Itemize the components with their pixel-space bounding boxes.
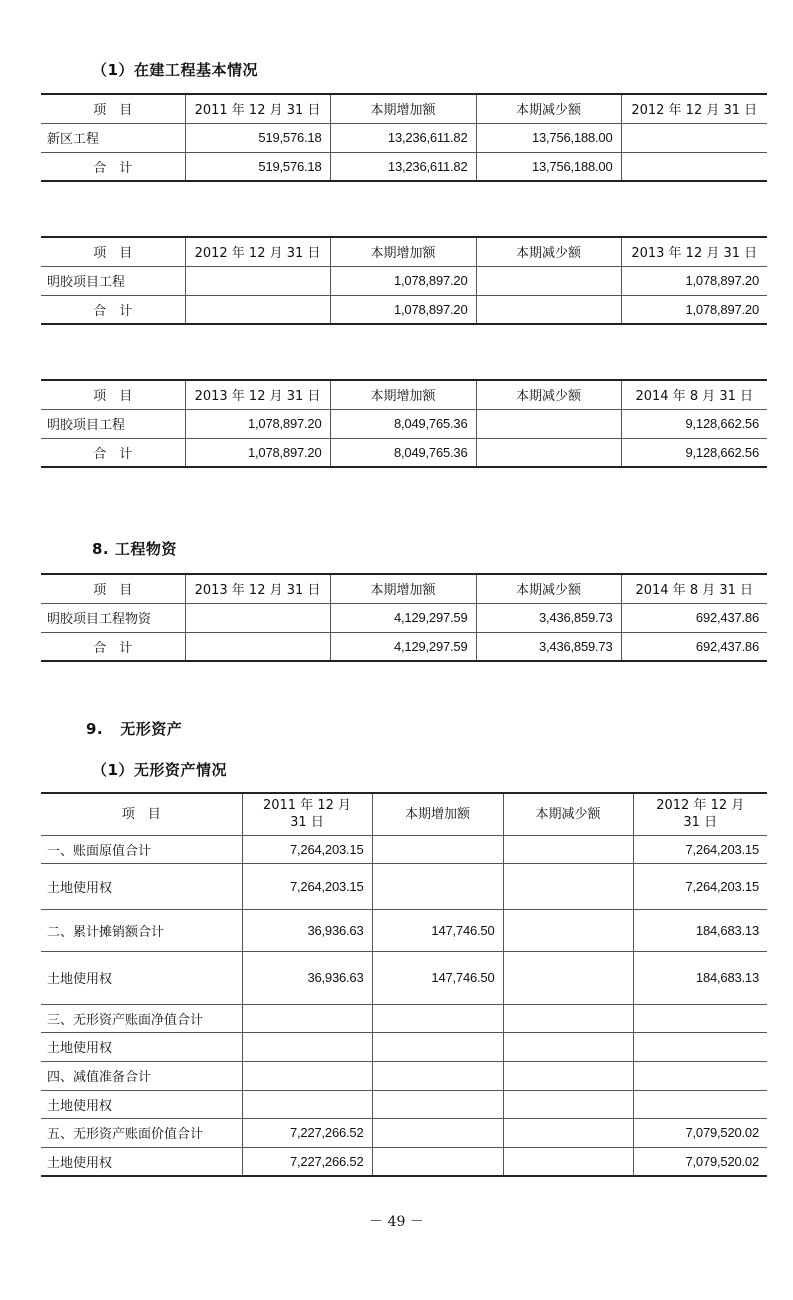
header-opening-date: 2012 年 12 月 31 日 xyxy=(185,237,330,266)
table-header-row xyxy=(41,574,767,603)
page-number: － 49 － xyxy=(369,1214,424,1230)
cell-value: 13,236,611.82 xyxy=(330,152,476,181)
section-heading-cip: （1）在建工程基本情况 xyxy=(92,61,258,79)
cell-value xyxy=(372,835,503,863)
cell-value xyxy=(503,951,633,1004)
header-decrease: 本期减少额 xyxy=(476,237,621,266)
header-decrease: 本期减少额 xyxy=(476,94,621,123)
subheading-intangible: （1）无形资产情况 xyxy=(92,761,227,779)
row-label: 合 计 xyxy=(41,295,185,324)
table-row xyxy=(41,1147,767,1176)
header-increase: 本期增加额 xyxy=(330,237,476,266)
row-label: 土地使用权 xyxy=(41,863,242,909)
row-label: 合 计 xyxy=(41,632,185,661)
header-closing-date: 2014 年 8 月 31 日 xyxy=(621,574,767,603)
cell-value xyxy=(185,295,330,324)
row-label: 合 计 xyxy=(41,152,185,181)
cell-value: 7,079,520.02 xyxy=(633,1118,767,1147)
cell-value: 1,078,897.20 xyxy=(621,266,767,295)
materials-table xyxy=(41,573,767,662)
cell-value: 8,049,765.36 xyxy=(330,409,476,438)
table-header-row xyxy=(41,793,767,835)
table-row xyxy=(41,909,767,951)
intangible-assets-table xyxy=(41,792,767,1177)
header-decrease: 本期减少额 xyxy=(503,793,633,835)
header-opening-date: 2013 年 12 月 31 日 xyxy=(185,380,330,409)
cell-value: 3,436,859.73 xyxy=(476,603,621,632)
cip-table-2012-2013 xyxy=(41,236,767,325)
section-heading-materials: 8. 工程物资 xyxy=(92,540,177,558)
header-increase: 本期增加额 xyxy=(330,574,476,603)
cell-value: 692,437.86 xyxy=(621,632,767,661)
cell-value xyxy=(503,863,633,909)
table-row-total xyxy=(41,295,767,324)
cell-value xyxy=(185,632,330,661)
row-label: 明胶项目工程 xyxy=(41,266,185,295)
header-increase: 本期增加额 xyxy=(372,793,503,835)
cell-value xyxy=(633,1004,767,1032)
header-decrease: 本期减少额 xyxy=(476,380,621,409)
cell-value: 9,128,662.56 xyxy=(621,409,767,438)
table-row xyxy=(41,409,767,438)
cell-value: 1,078,897.20 xyxy=(330,266,476,295)
cell-value: 8,049,765.36 xyxy=(330,438,476,467)
row-label: 土地使用权 xyxy=(41,1090,242,1118)
header-closing-date: 2014 年 8 月 31 日 xyxy=(621,380,767,409)
cell-value: 692,437.86 xyxy=(621,603,767,632)
table-row xyxy=(41,1004,767,1032)
table-row xyxy=(41,1032,767,1061)
table-row-total xyxy=(41,152,767,181)
header-opening-date: 2011 年 12 月 31 日 xyxy=(242,793,372,835)
header-opening-date: 2013 年 12 月 31 日 xyxy=(185,574,330,603)
cell-value: 184,683.13 xyxy=(633,951,767,1004)
row-label: 二、累计摊销额合计 xyxy=(41,909,242,951)
header-increase: 本期增加额 xyxy=(330,380,476,409)
row-label: 一、账面原值合计 xyxy=(41,835,242,863)
table-row xyxy=(41,603,767,632)
header-increase: 本期增加额 xyxy=(330,94,476,123)
cell-value xyxy=(633,1090,767,1118)
cip-table-2013-2014 xyxy=(41,379,767,468)
row-label: 四、减值准备合计 xyxy=(41,1061,242,1090)
cell-value: 7,227,266.52 xyxy=(242,1147,372,1176)
cell-value xyxy=(476,409,621,438)
cell-value xyxy=(372,1118,503,1147)
header-item: 项 目 xyxy=(93,246,133,262)
header-item: 项 目 xyxy=(121,806,161,822)
cell-value: 147,746.50 xyxy=(372,951,503,1004)
row-label: 明胶项目工程 xyxy=(41,409,185,438)
cell-value xyxy=(476,266,621,295)
cell-value xyxy=(372,1032,503,1061)
section-heading-intangible: 9. 无形资产 xyxy=(86,720,183,738)
cell-value xyxy=(242,1032,372,1061)
cell-value: 7,264,203.15 xyxy=(242,863,372,909)
cell-value: 7,264,203.15 xyxy=(242,835,372,863)
cell-value xyxy=(621,123,767,152)
cell-value xyxy=(503,1061,633,1090)
cell-value: 519,576.18 xyxy=(185,152,330,181)
cell-value: 1,078,897.20 xyxy=(185,438,330,467)
table-row xyxy=(41,835,767,863)
table-row xyxy=(41,863,767,909)
table-row-total xyxy=(41,438,767,467)
row-label: 三、无形资产账面净值合计 xyxy=(41,1004,242,1032)
cell-value: 13,756,188.00 xyxy=(476,152,621,181)
table-row xyxy=(41,951,767,1004)
table-row xyxy=(41,266,767,295)
header-opening-date: 2011 年 12 月 31 日 xyxy=(185,94,330,123)
header-closing-date: 2013 年 12 月 31 日 xyxy=(621,237,767,266)
cell-value: 7,264,203.15 xyxy=(633,835,767,863)
cell-value xyxy=(503,1147,633,1176)
header-item: 项 目 xyxy=(93,389,133,405)
cell-value: 13,756,188.00 xyxy=(476,123,621,152)
row-label: 土地使用权 xyxy=(41,1032,242,1061)
cell-value xyxy=(372,1004,503,1032)
header-item: 项 目 xyxy=(93,583,133,599)
cell-value xyxy=(372,1147,503,1176)
cell-value: 7,079,520.02 xyxy=(633,1147,767,1176)
header-closing-date: 2012 年 12 月 31 日 xyxy=(621,94,767,123)
cell-value xyxy=(372,863,503,909)
header-decrease: 本期减少额 xyxy=(476,574,621,603)
cell-value xyxy=(242,1061,372,1090)
row-label: 明胶项目工程物资 xyxy=(41,603,185,632)
cell-value: 3,436,859.73 xyxy=(476,632,621,661)
header-item: 项 目 xyxy=(93,103,133,119)
cell-value xyxy=(476,438,621,467)
cell-value xyxy=(242,1090,372,1118)
cell-value: 9,128,662.56 xyxy=(621,438,767,467)
row-label: 新区工程 xyxy=(41,123,185,152)
cell-value: 7,227,266.52 xyxy=(242,1118,372,1147)
cell-value xyxy=(185,603,330,632)
table-header-row xyxy=(41,237,767,266)
cell-value: 7,264,203.15 xyxy=(633,863,767,909)
table-row xyxy=(41,1061,767,1090)
cell-value: 13,236,611.82 xyxy=(330,123,476,152)
cell-value xyxy=(503,1004,633,1032)
cell-value xyxy=(503,1118,633,1147)
cell-value: 519,576.18 xyxy=(185,123,330,152)
header-closing-date: 2012 年 12 月 31 日 xyxy=(633,793,767,835)
cell-value: 4,129,297.59 xyxy=(330,603,476,632)
row-label: 五、无形资产账面价值合计 xyxy=(41,1118,242,1147)
cell-value: 1,078,897.20 xyxy=(621,295,767,324)
cell-value xyxy=(503,909,633,951)
cell-value xyxy=(633,1061,767,1090)
cell-value: 4,129,297.59 xyxy=(330,632,476,661)
cell-value xyxy=(242,1004,372,1032)
cell-value xyxy=(621,152,767,181)
table-header-row xyxy=(41,94,767,123)
cip-table-2011-2012 xyxy=(41,93,767,182)
cell-value xyxy=(633,1032,767,1061)
cell-value xyxy=(503,1090,633,1118)
cell-value: 184,683.13 xyxy=(633,909,767,951)
cell-value: 36,936.63 xyxy=(242,951,372,1004)
cell-value xyxy=(476,295,621,324)
row-label: 合 计 xyxy=(41,438,185,467)
cell-value xyxy=(185,266,330,295)
cell-value xyxy=(503,1032,633,1061)
table-row xyxy=(41,1090,767,1118)
table-row xyxy=(41,1118,767,1147)
cell-value xyxy=(372,1061,503,1090)
table-row-total xyxy=(41,632,767,661)
cell-value xyxy=(503,835,633,863)
row-label: 土地使用权 xyxy=(41,1147,242,1176)
cell-value: 147,746.50 xyxy=(372,909,503,951)
row-label: 土地使用权 xyxy=(41,951,242,1004)
cell-value xyxy=(372,1090,503,1118)
table-row xyxy=(41,123,767,152)
cell-value: 1,078,897.20 xyxy=(185,409,330,438)
cell-value: 1,078,897.20 xyxy=(330,295,476,324)
table-header-row xyxy=(41,380,767,409)
cell-value: 36,936.63 xyxy=(242,909,372,951)
